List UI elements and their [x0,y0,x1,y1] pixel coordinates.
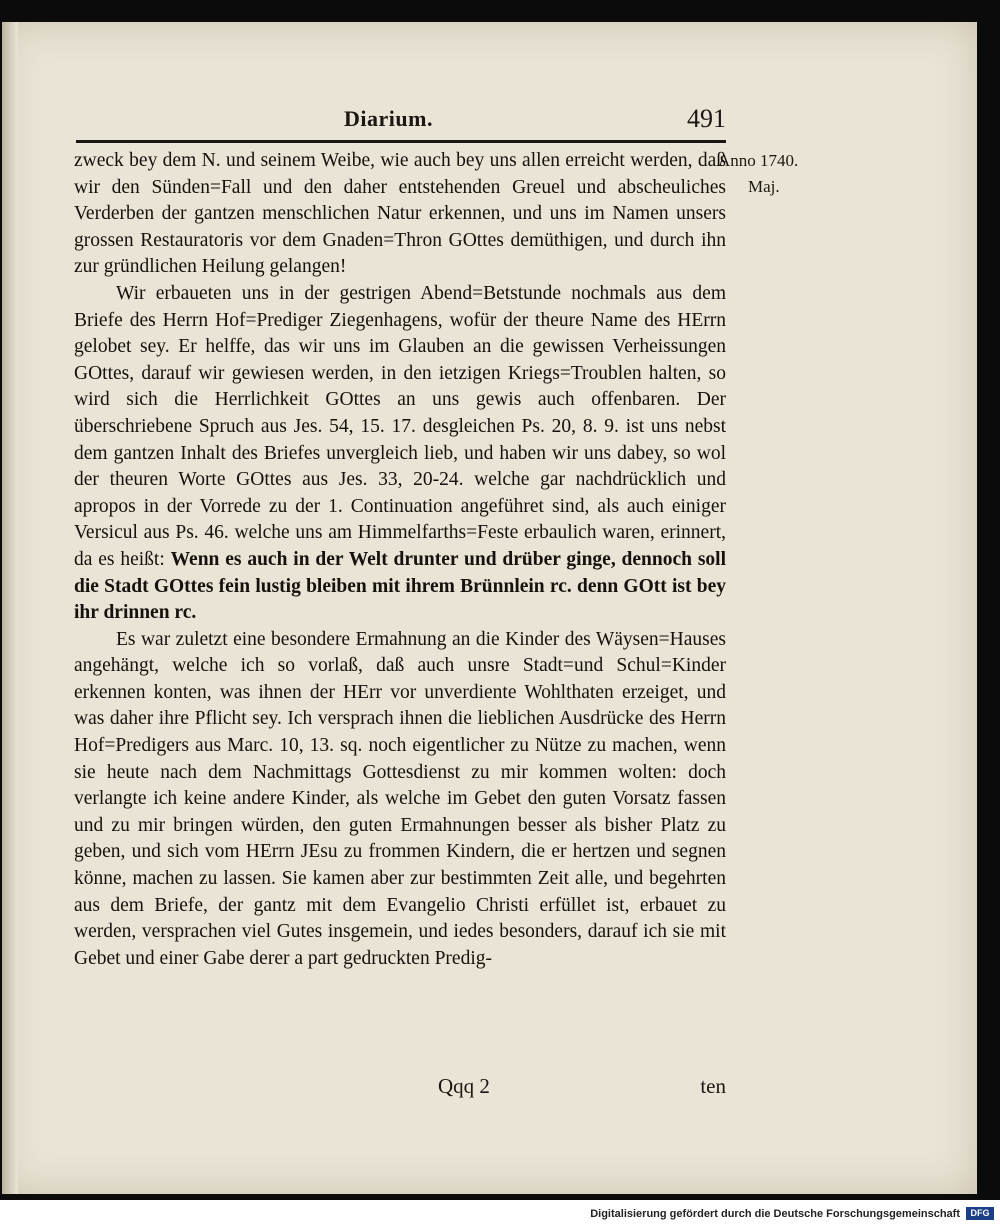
credit-bar [0,1200,1000,1226]
page-header [76,104,726,138]
page-footer [76,1074,726,1104]
page-number: 491 [687,104,726,133]
paragraph-3: Es war zuletzt eine besondere Ermahnung an die Kinder des Wäysen=Hauses angehängt, welche ich so vorlaß, daß auch unsre Stadt=und Schul=Kinder erkennen konten, was ihnen der HErr vor unverdiente Wohlthaten erzeiget, und was daher ihre Pflicht sey. Ich versprach ihnen die lieblichen Ausdrücke des Herrn Hof=Predigers aus Marc. 10, 13. sq. noch eigentlicher zu Nütze zu machen, wenn sie heute nach dem Nachmittags Gottesdienst zu mir kommen wolten: doch verlangte ich keine andere Kinder, als welche im Gebet den guten Vorsatz fassen und zu mir bringen würden, den guten Ermahnungen besser als bisher Platz zu geben, und sich vom HErrn JEsu zu frommen Kindern, die er hertzen und segnen könne, machen zu lassen. Sie kamen aber zur bestimmten Zeit alle, und begehrten aus dem Briefe, der gantz mit dem Evangelio Christi erfüllet ist, erbauet zu werden, versprachen viel Gutes insgemein, und iedes besonders, darauf ich sie mit Gebet und einer Gabe derer a part gedruckten Predig- [74,628,726,969]
signature-mark: Qqq 2 [438,1074,490,1098]
body-text [74,148,726,972]
margin-note-year: Anno 1740. [718,151,799,170]
margin-note-month: Maj. [748,177,780,196]
catchword: ten [700,1074,726,1098]
margin-note [718,148,838,200]
running-title: Diarium. [344,106,433,131]
paragraph-2 [74,281,726,627]
dfg-logo: DFG [966,1207,994,1220]
paragraph-1: zweck bey dem N. und seinem Weibe, wie auch bey uns allen erreicht werden, daß wir den Sünden=Fall und den daher entstehenden Greuel und abscheuliches Verderben der gantzen menschlichen Natur erkennen, und uns im Namen unsers grossen Restauratoris vor dem Gnaden=Thron GOttes demüthigen, und durch ihn zur gründlichen Heilung gelangen! [74,150,726,278]
scripture-quote: Wenn es auch in der Welt drunter und drüber ginge, dennoch soll die Stadt GOttes fein lustig bleiben mit ihrem Brünnlein rc. denn GOtt ist bey ihr drinnen rc. [74,548,727,624]
page-gutter-shadow [2,22,18,1194]
funding-credit: Digitalisierung gefördert durch die Deutsche Forschungsgemeinschaft [590,1208,960,1220]
header-rule [76,140,726,143]
paragraph-2-text: Wir erbaueten uns in der gestrigen Abend=Betstunde nochmals aus dem Briefe des Herrn Hof=Prediger Ziegenhagens, wofür der theure Name des HErrn gelobet sey. Er helffe, das wir uns im Glauben an die gewissen Verheissungen GOttes, darauf wir gewiesen werden, in den ietzigen Kriegs=Troublen halten, so wird sich die Herrlichkeit GOttes an uns gewis auch offenbaren. Der überschriebene Spruch aus Jes. 54, 15. 17. desgleichen Ps. 20, 8. 9. ist uns nebst dem gantzen Inhalt des Briefes unvergleich lieb, und haben wir uns dabey, so wol der theuren Worte GOttes aus Jes. 33, 20-24. welche gar nachdrücklich und apropos in der Vorrede zu der 1. Continuation angeführet sind, als auch einiger Versicul aus Ps. 46. welche uns am Himmelfarths=Feste erbaulich waren, erinnert, da es heißt: [74,282,726,570]
